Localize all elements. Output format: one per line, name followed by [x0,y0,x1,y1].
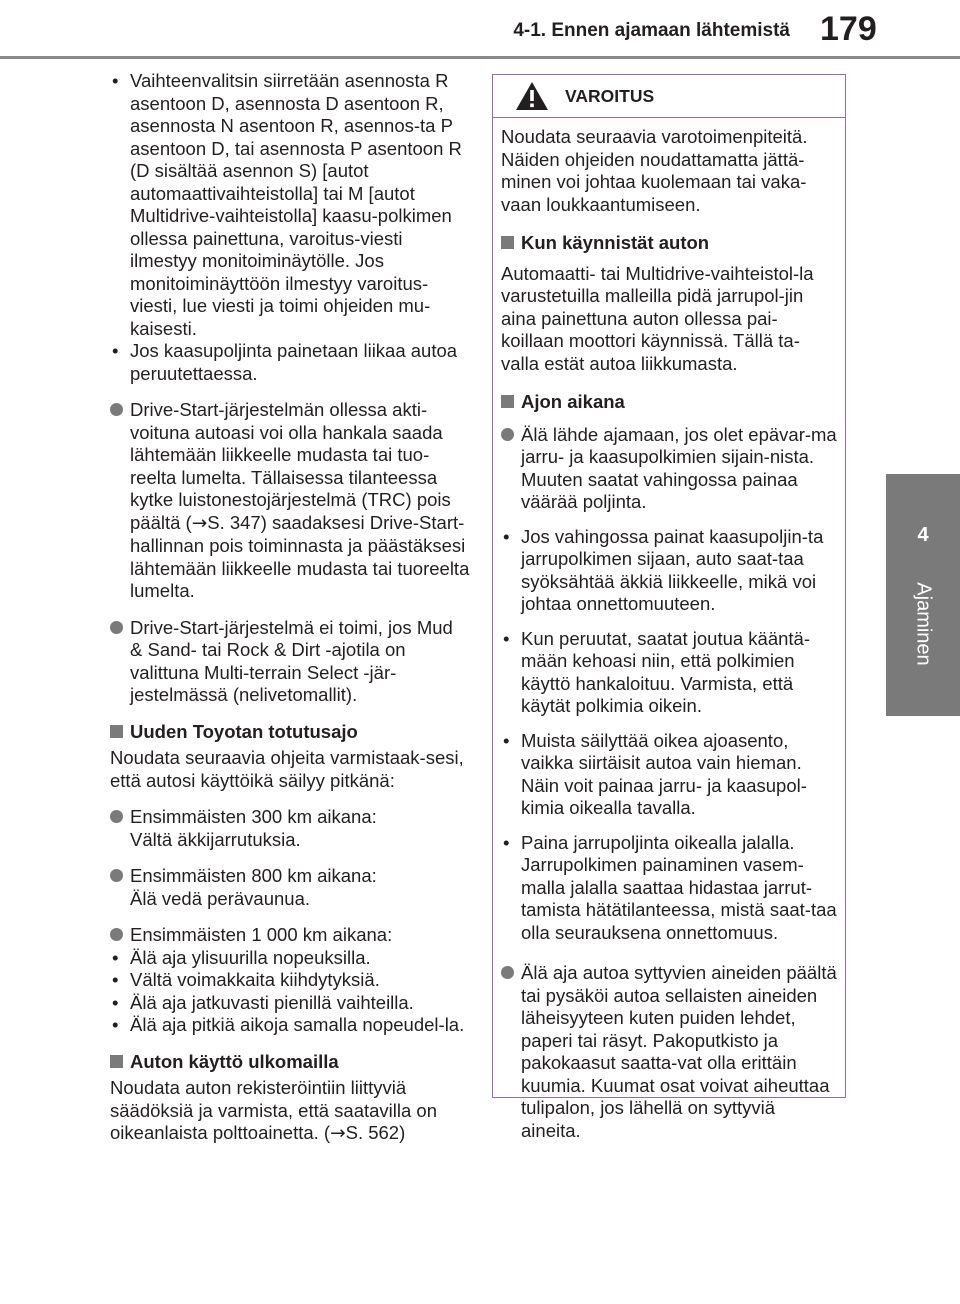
circle-bullet-icon [110,621,123,634]
square-bullet-icon [501,395,514,408]
start-text: Automaatti- tai Multidrive-vaihteistol-la varustetuilla malleilla pidä jarrupol-jin aina painettuna auton ollessa pai-koillaan moottori käynnissä. Tällä ta-valla estät autoa liikkumasta. [501,262,814,374]
list-item [110,969,470,992]
left-column [110,70,470,1146]
list-item [501,526,837,616]
page-number: 179 [820,10,877,48]
chapter-label: Ajaminen [912,582,935,666]
abroad-text [110,1077,470,1146]
first-800-title: Ensimmäisten 800 km aikana: [130,865,377,886]
warning-title: VAROITUS [565,86,655,106]
driving-bullet: Paina jarrupoljinta oikealla jalalla. Jarrupolkimen painaminen vasem-malla jalalla saattaa hidastaa jarrut-tamista hätätilanteessa, mistä saat-taa olla seurauksena onnettomuus. [521,831,837,943]
bullet-mark: • [503,525,510,547]
first-800-point [110,865,470,910]
fire-point [501,962,837,1142]
drive-start-text-b: S. 347) saadaksesi Drive-Start-hallinnan pois toiminnasta ja päästäksesi lähtemään liikkeelle mudasta tai tuoreelta lumelta. [130,511,470,601]
list-item [110,992,470,1015]
first-1000-item: Älä aja ylisuurilla nopeuksilla. [130,946,371,968]
break-in-heading [110,721,470,744]
bullet-mark: • [112,969,119,990]
list-item [110,947,470,970]
square-bullet-icon [110,1055,123,1068]
circle-bullet-icon [110,810,123,823]
first-300-text: Vältä äkkijarrutuksia. [130,828,301,850]
circle-bullet-icon [110,869,123,882]
circle-bullet-icon [501,428,514,441]
chapter-tab [886,474,960,716]
list-item [501,730,837,820]
page-ref-arrow-icon: → [191,512,208,534]
shift-warning-text: Vaihteenvalitsin siirretään asennosta R asentoon D, asennosta D asentoon R, asennosta N asentoon R, asennos-ta P asentoon D, tai asennosta P asentoon R (D sisältää asennon S) [autot automaattivaihteistolla] tai M [autot Multidrive-vaihteistolla] kaasu-polkimen ollessa painettuna, varoitus-viesti ilmestyy monitoiminäytölle. Jos monitoiminäyttöön ilmestyy varoitus-viesti, lue viesti ja toimi ohjeiden mu-kaisesti. [130,70,462,339]
first-1000-point [110,924,470,947]
drive-start-point-1 [110,399,470,603]
bullet-mark: • [112,1014,119,1035]
square-bullet-icon [501,236,514,249]
drive-start-point-2 [110,617,470,707]
first-1000-title: Ensimmäisten 1 000 km aikana: [130,924,393,945]
start-heading-text: Kun käynnistät auton [521,232,710,253]
circle-bullet-icon [501,966,514,979]
first-800-text: Älä vedä perävaunua. [130,887,310,909]
reverse-pedal-text: Jos kaasupoljinta painetaan liikaa autoa peruutettaessa. [130,340,458,384]
header-rule [0,56,960,59]
abroad-text-b: S. 562) [345,1122,406,1143]
driving-bullet: Kun peruutat, saatat joutua kääntä-mään kehoasi niin, että polkimien käyttö hankaloituu. Varmista, että käytät polkimia oikein. [521,627,811,716]
drive-start-text: Drive-Start-järjestelmän ollessa akti-voituna autoasi voi olla hankala saada lähtemään liikkeelle mudasta tai tuo-reelta lumelta. Tällaisessa tilanteessa kytke luistonestojärjestelmä (TRC) pois päältä ( [130,399,451,533]
break-in-intro: Noudata seuraavia ohjeita varmistaak-sesi, että autosi käyttöikä säilyy pitkänä: [110,747,464,791]
bullet-mark: • [112,70,119,91]
first-300-title: Ensimmäisten 300 km aikana: [130,806,377,827]
circle-bullet-icon [110,403,123,416]
square-bullet-icon [110,725,123,738]
list-item [501,832,837,945]
bullet-mark: • [503,729,510,751]
warning-triangle-icon [515,81,549,111]
drive-start-text-2: Drive-Start-järjestelmä ei toimi, jos Mud & Sand- tai Rock & Dirt -ajotila on valittuna Multi-terrain Select -jär-jestelmässä (nelivetomallit). [130,616,453,705]
list-item [110,70,470,340]
list-item [110,340,470,385]
driving-heading-text: Ajon aikana [521,391,625,412]
abroad-heading [110,1051,470,1074]
chapter-number: 4 [917,524,929,546]
abroad-heading-text: Auton käyttö ulkomailla [130,1050,339,1072]
break-in-heading-text: Uuden Toyotan totutusajo [130,720,358,742]
fire-point-text: Älä aja autoa syttyvien aineiden päältä tai pysäköi autoa sellaisten aineiden läheisyyteen kuten puiden lehdet, paperi tai räsyt. Pakoputkisto ja pakokaasut saatta-vat olla erittäin kuumia. Kuumat osat voivat aiheuttaa tulipalon, jos lähellä on syttyviä aineita. [521,962,837,1141]
section-title: 4-1. Ennen ajamaan lähtemistä [513,20,790,41]
warning-intro: Noudata seuraavia varotoimenpiteitä. Näiden ohjeiden noudattamatta jättä-minen voi johtaa kuolemaan tai vaka-vaan loukkaantumiseen. [501,126,808,215]
first-1000-item: Älä aja pitkiä aikoja samalla nopeudel-la. [130,1014,465,1035]
bullet-mark: • [112,991,119,1013]
driving-point [501,424,837,514]
abroad-text-a: Noudata auton rekisteröintiin liittyviä säädöksiä ja varmista, että saatavilla on oikeanlaista polttoainetta. ( [110,1077,438,1143]
list-item [110,1014,470,1037]
circle-bullet-icon [110,928,123,941]
first-1000-item: Vältä voimakkaita kiihdytyksiä. [130,969,380,990]
warning-header [493,75,845,118]
driving-bullet: Muista säilyttää oikea ajoasento, vaikka siirtäisit autoa vain hieman. Näin voit painaa jarru- ja kaasupol-kimia oikealla tavalla. [521,729,807,818]
first-1000-item: Älä aja jatkuvasti pienillä vaihteilla. [130,991,414,1013]
warning-box [492,74,846,1141]
driving-point-text: Älä lähde ajamaan, jos olet epävar-ma jarru- ja kaasupolkimien sijain-nista. Muuten saatat vahingossa painaa väärää poljinta. [521,423,837,512]
bullet-mark: • [503,831,510,853]
bullet-mark: • [112,340,119,361]
start-heading [501,232,837,255]
page-ref-arrow-icon: → [330,1123,346,1144]
warning-body [493,118,845,1142]
first-300-point [110,806,470,851]
bullet-mark: • [112,946,119,968]
driving-bullet: Jos vahingossa painat kaasupoljin-ta jarrupolkimen sijaan, auto saat-taa syöksähtää äkkiä liikkeelle, mikä voi johtaa onnettomuuteen. [521,525,824,614]
bullet-mark: • [503,627,510,649]
driving-heading [501,391,837,414]
list-item [501,628,837,718]
